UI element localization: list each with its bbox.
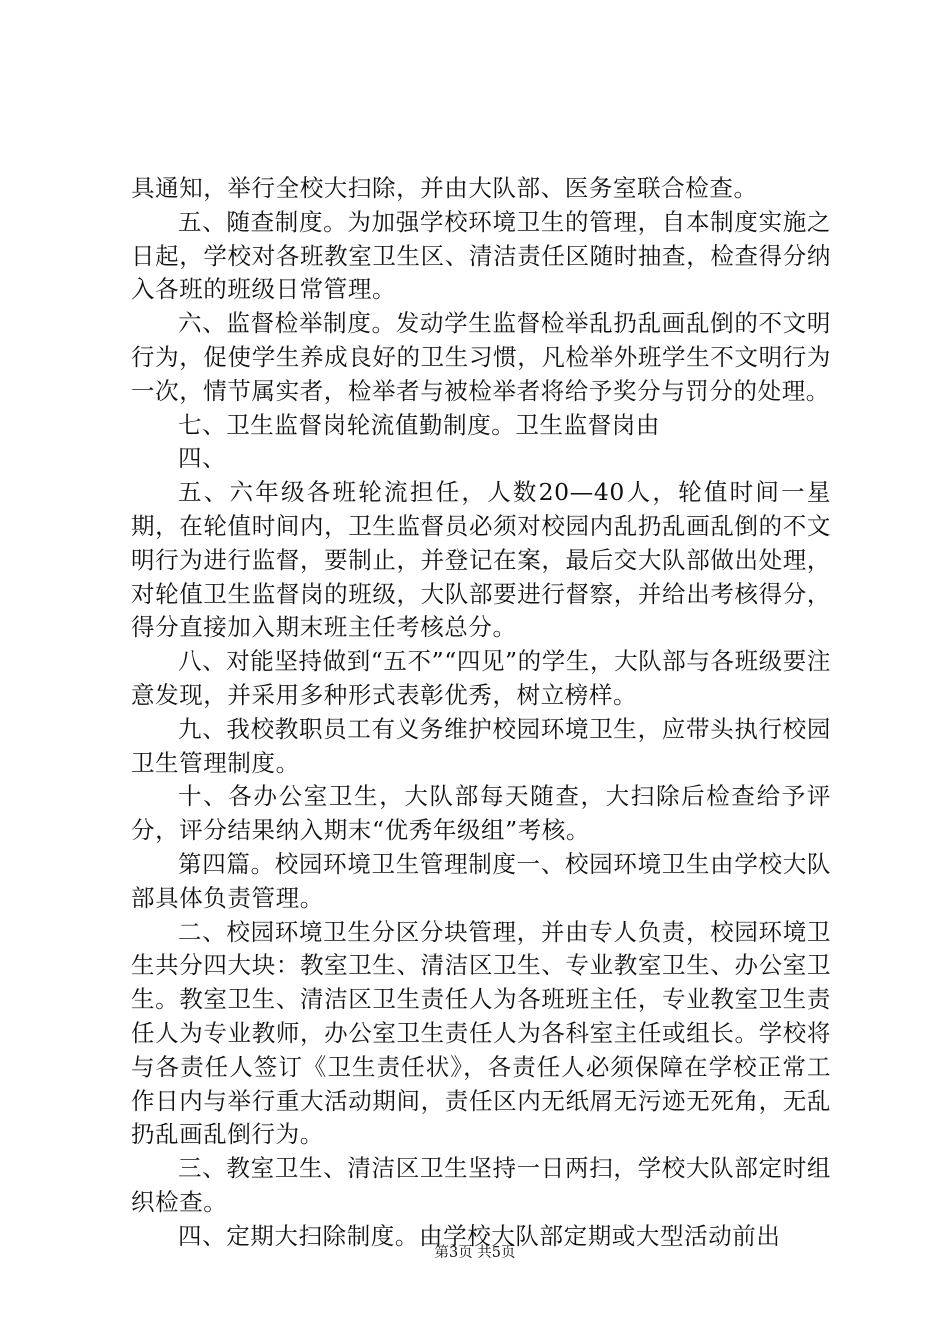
- paragraph: 五、六年级各班轮流担任，人数20—40人，轮值时间一星期，在轮值时间内，卫生监督员必须对校园内乱扔乱画乱倒的不文明行为进行监督，要制止，并登记在案，最后交大队部做出处理，对轮值卫生监督岗的班级，大队部要进行督察，并给出考核得分，得分直接加入期末班主任考核总分。: [131, 478, 831, 642]
- paragraph: 三、教室卫生、清洁区卫生坚持一日两扫，学校大队部定时组织检查。: [131, 1154, 831, 1216]
- paragraph: 具通知，举行全校大扫除，并由大队部、医务室联合检查。: [131, 174, 758, 202]
- paragraph: 第四篇。校园环境卫生管理制度一、校园环境卫生由学校大队部具体负责管理。: [131, 849, 831, 912]
- paragraph: 五、随查制度。为加强学校环境卫生的管理，自本制度实施之日起，学校对各班教室卫生区、清洁责任区随时抽查，检查得分纳入各班的班级日常管理。: [131, 207, 831, 304]
- paragraph: 四、定期大扫除制度。由学校大队部定期或大型活动前出: [178, 1221, 781, 1250]
- paragraph: 四、: [178, 444, 227, 473]
- paragraph: 八、对能坚持做到“五不”“四见”的学生，大队部与各班级要注意发现，并采用多种形式表彰优秀，树立榜样。: [131, 647, 831, 709]
- paragraph: 六、监督检举制度。发动学生监督检举乱扔乱画乱倒的不文明行为，促使学生养成良好的卫生习惯，凡检举外班学生不文明行为一次，情节属实者，检举者与被检举者将给予奖分与罚分的处理。: [131, 309, 831, 405]
- paragraph: 九、我校教职员工有义务维护校园环境卫生，应带头执行校园卫生管理制度。: [131, 714, 831, 777]
- document-body: [131, 172, 831, 1254]
- paragraph: 十、各办公室卫生，大队部每天随查，大扫除后检查给予评分，评分结果纳入期末“优秀年级组”考核。: [131, 782, 831, 845]
- page-footer: 第3页 共5页: [434, 1245, 516, 1261]
- paragraph: 二、校园环境卫生分区分块管理，并由专人负责，校园环境卫生共分四大块：教室卫生、清洁区卫生、专业教室卫生、办公室卫生。教室卫生、清洁区卫生责任人为各班班主任，专业教室卫生责任人为专业教师，办公室卫生责任人为各科室主任或组长。学校将与各责任人签订《卫生责任状》，各责任人必须保障在学校正常工作日内与举行重大活动期间，责任区内无纸屑无污迹无死角，无乱扔乱画乱倒行为。: [131, 917, 831, 1149]
- paragraph: 七、卫生监督岗轮流值勤制度。卫生监督岗由: [178, 410, 660, 439]
